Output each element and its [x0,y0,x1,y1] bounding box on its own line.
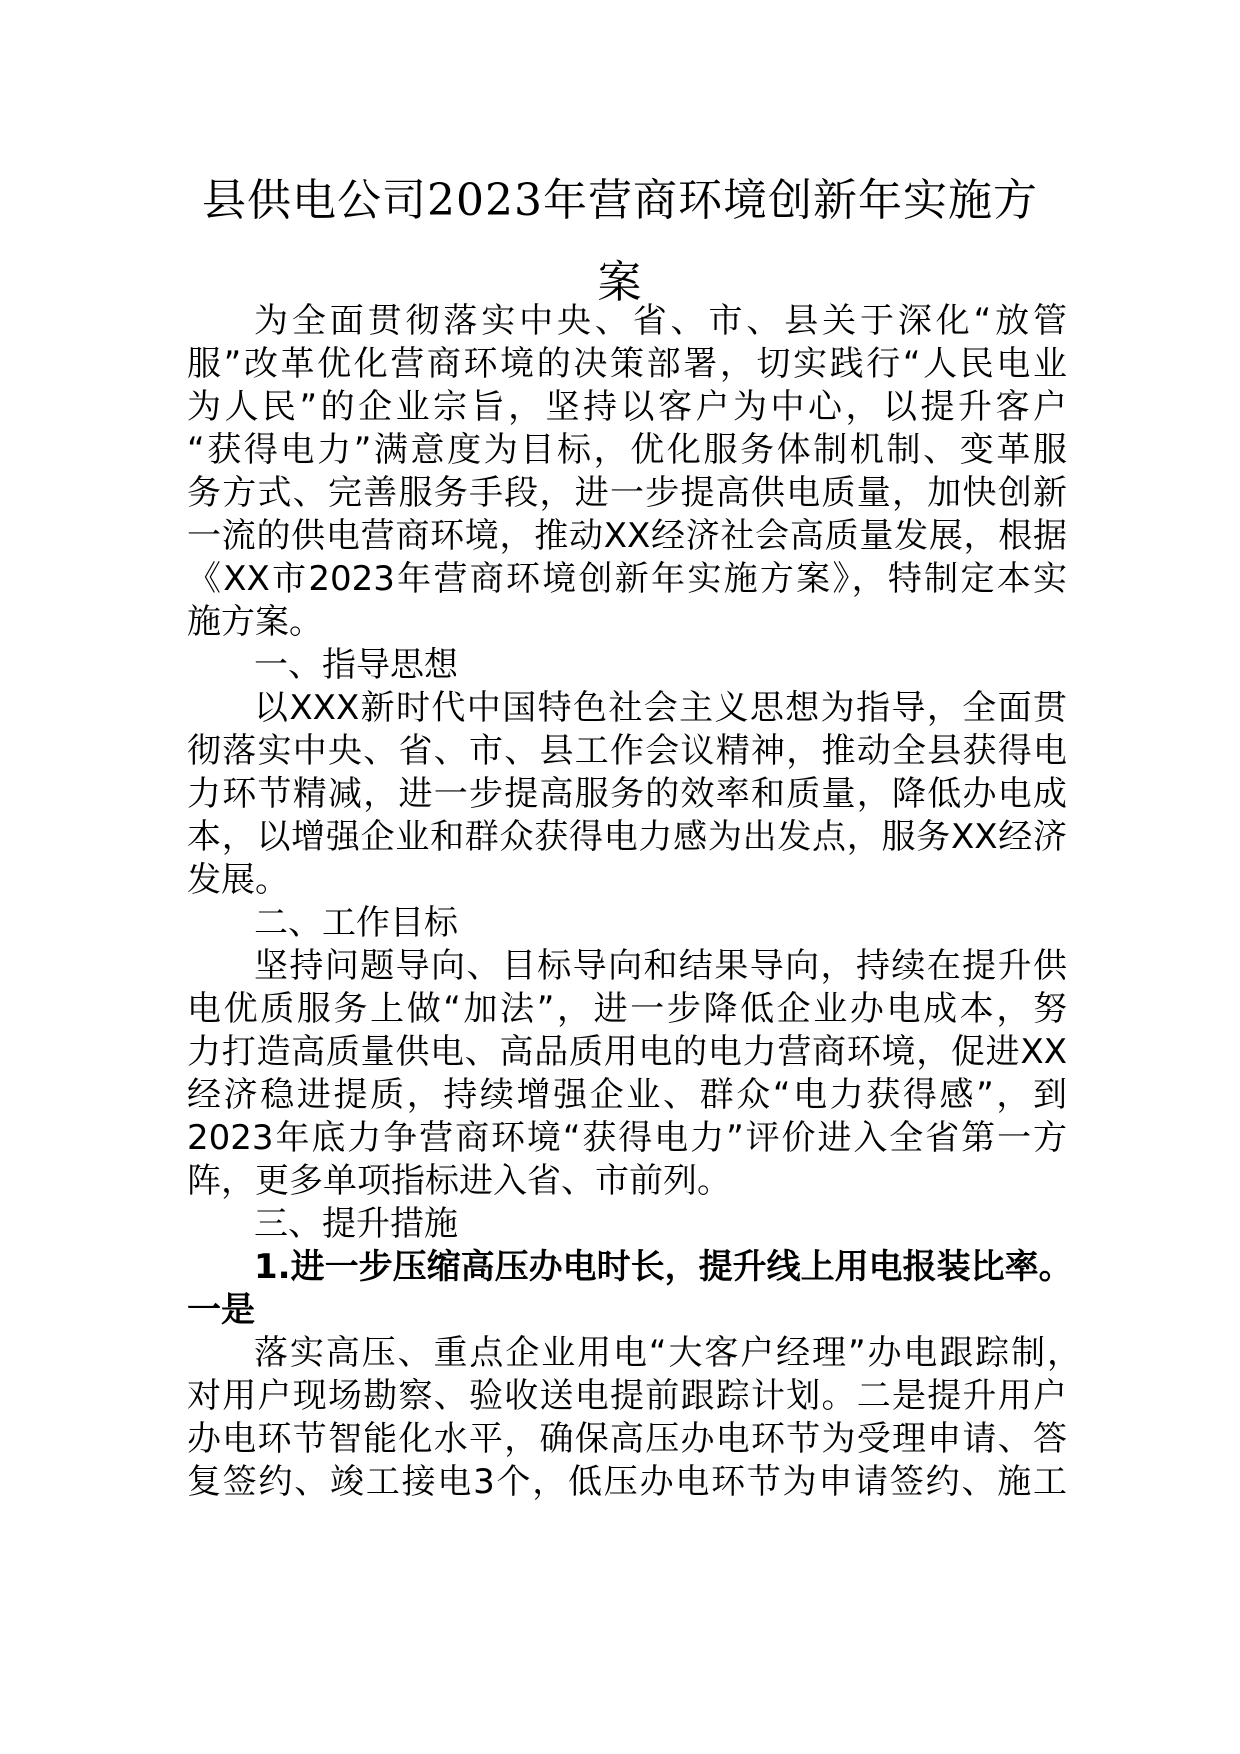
paragraph-line: 一流的供电营商环境，推动XX经济社会高质量发展，根据 [187,516,1067,556]
document-title-line-2: 案 [597,257,643,308]
paragraph-line: 发展。 [187,860,289,900]
paragraph-line: 力打造高质量供电、高品质用电的电力营商环境，促进XX [187,1032,1067,1072]
paragraph-line: 彻落实中央、省、市、县工作会议精神，推动全县获得电 [187,731,1067,771]
paragraph-line: 施方案。 [187,602,323,642]
paragraph-line: 坚持问题导向、目标导向和结果导向，持续在提升供 [254,946,1067,986]
paragraph-line: 为全面贯彻落实中央、省、市、县关于深化“放管 [254,301,1067,341]
paragraph-line: 《XX市2023年营商环境创新年实施方案》，特制定本实 [187,559,1067,599]
paragraph-line: 对用户现场勘察、验收送电提前跟踪计划。二是提升用户 [187,1376,1067,1416]
document-title-line-1: 县供电公司2023年营商环境创新年实施方 [202,175,1038,226]
paragraph-line: 落实高压、重点企业用电“大客户经理”办电跟踪制， [254,1333,1081,1373]
paragraph-line: 复签约、竣工接电3个，低压办电环节为申请签约、施工 [187,1462,1067,1502]
paragraph-line: 服”改革优化营商环境的决策部署，切实践行“人民电业 [187,344,1067,384]
paragraph-line: 办电环节智能化水平，确保高压办电环节为受理申请、答 [187,1419,1067,1459]
section-heading: 三、提升措施 [254,1204,458,1244]
paragraph-line: 阵，更多单项指标进入省、市前列。 [187,1161,731,1201]
section-heading: 二、工作目标 [254,903,458,943]
paragraph-line: 为人民”的企业宗旨，坚持以客户为中心，以提升客户 [187,387,1067,427]
paragraph-line: “获得电力”满意度为目标，优化服务体制机制、变革服 [187,430,1067,470]
measure-title-continued: 一是 [187,1290,255,1330]
paragraph-line: 务方式、完善服务手段，进一步提高供电质量，加快创新 [187,473,1067,513]
paragraph-line: 以XXX新时代中国特色社会主义思想为指导，全面贯 [254,688,1067,728]
paragraph-line: 电优质服务上做“加法”，进一步降低企业办电成本，努 [187,989,1067,1029]
measure-title: 1.进一步压缩高压办电时长，提升线上用电报装比率。 [254,1247,1073,1287]
paragraph-line: 经济稳进提质，持续增强企业、群众“电力获得感”，到 [187,1075,1067,1115]
paragraph-line: 本，以增强企业和群众获得电力感为出发点，服务XX经济 [187,817,1067,857]
paragraph-line: 2023年底力争营商环境“获得电力”评价进入全省第一方 [187,1118,1067,1158]
section-heading: 一、指导思想 [254,645,458,685]
paragraph-line: 力环节精减，进一步提高服务的效率和质量，降低办电成 [187,774,1067,814]
